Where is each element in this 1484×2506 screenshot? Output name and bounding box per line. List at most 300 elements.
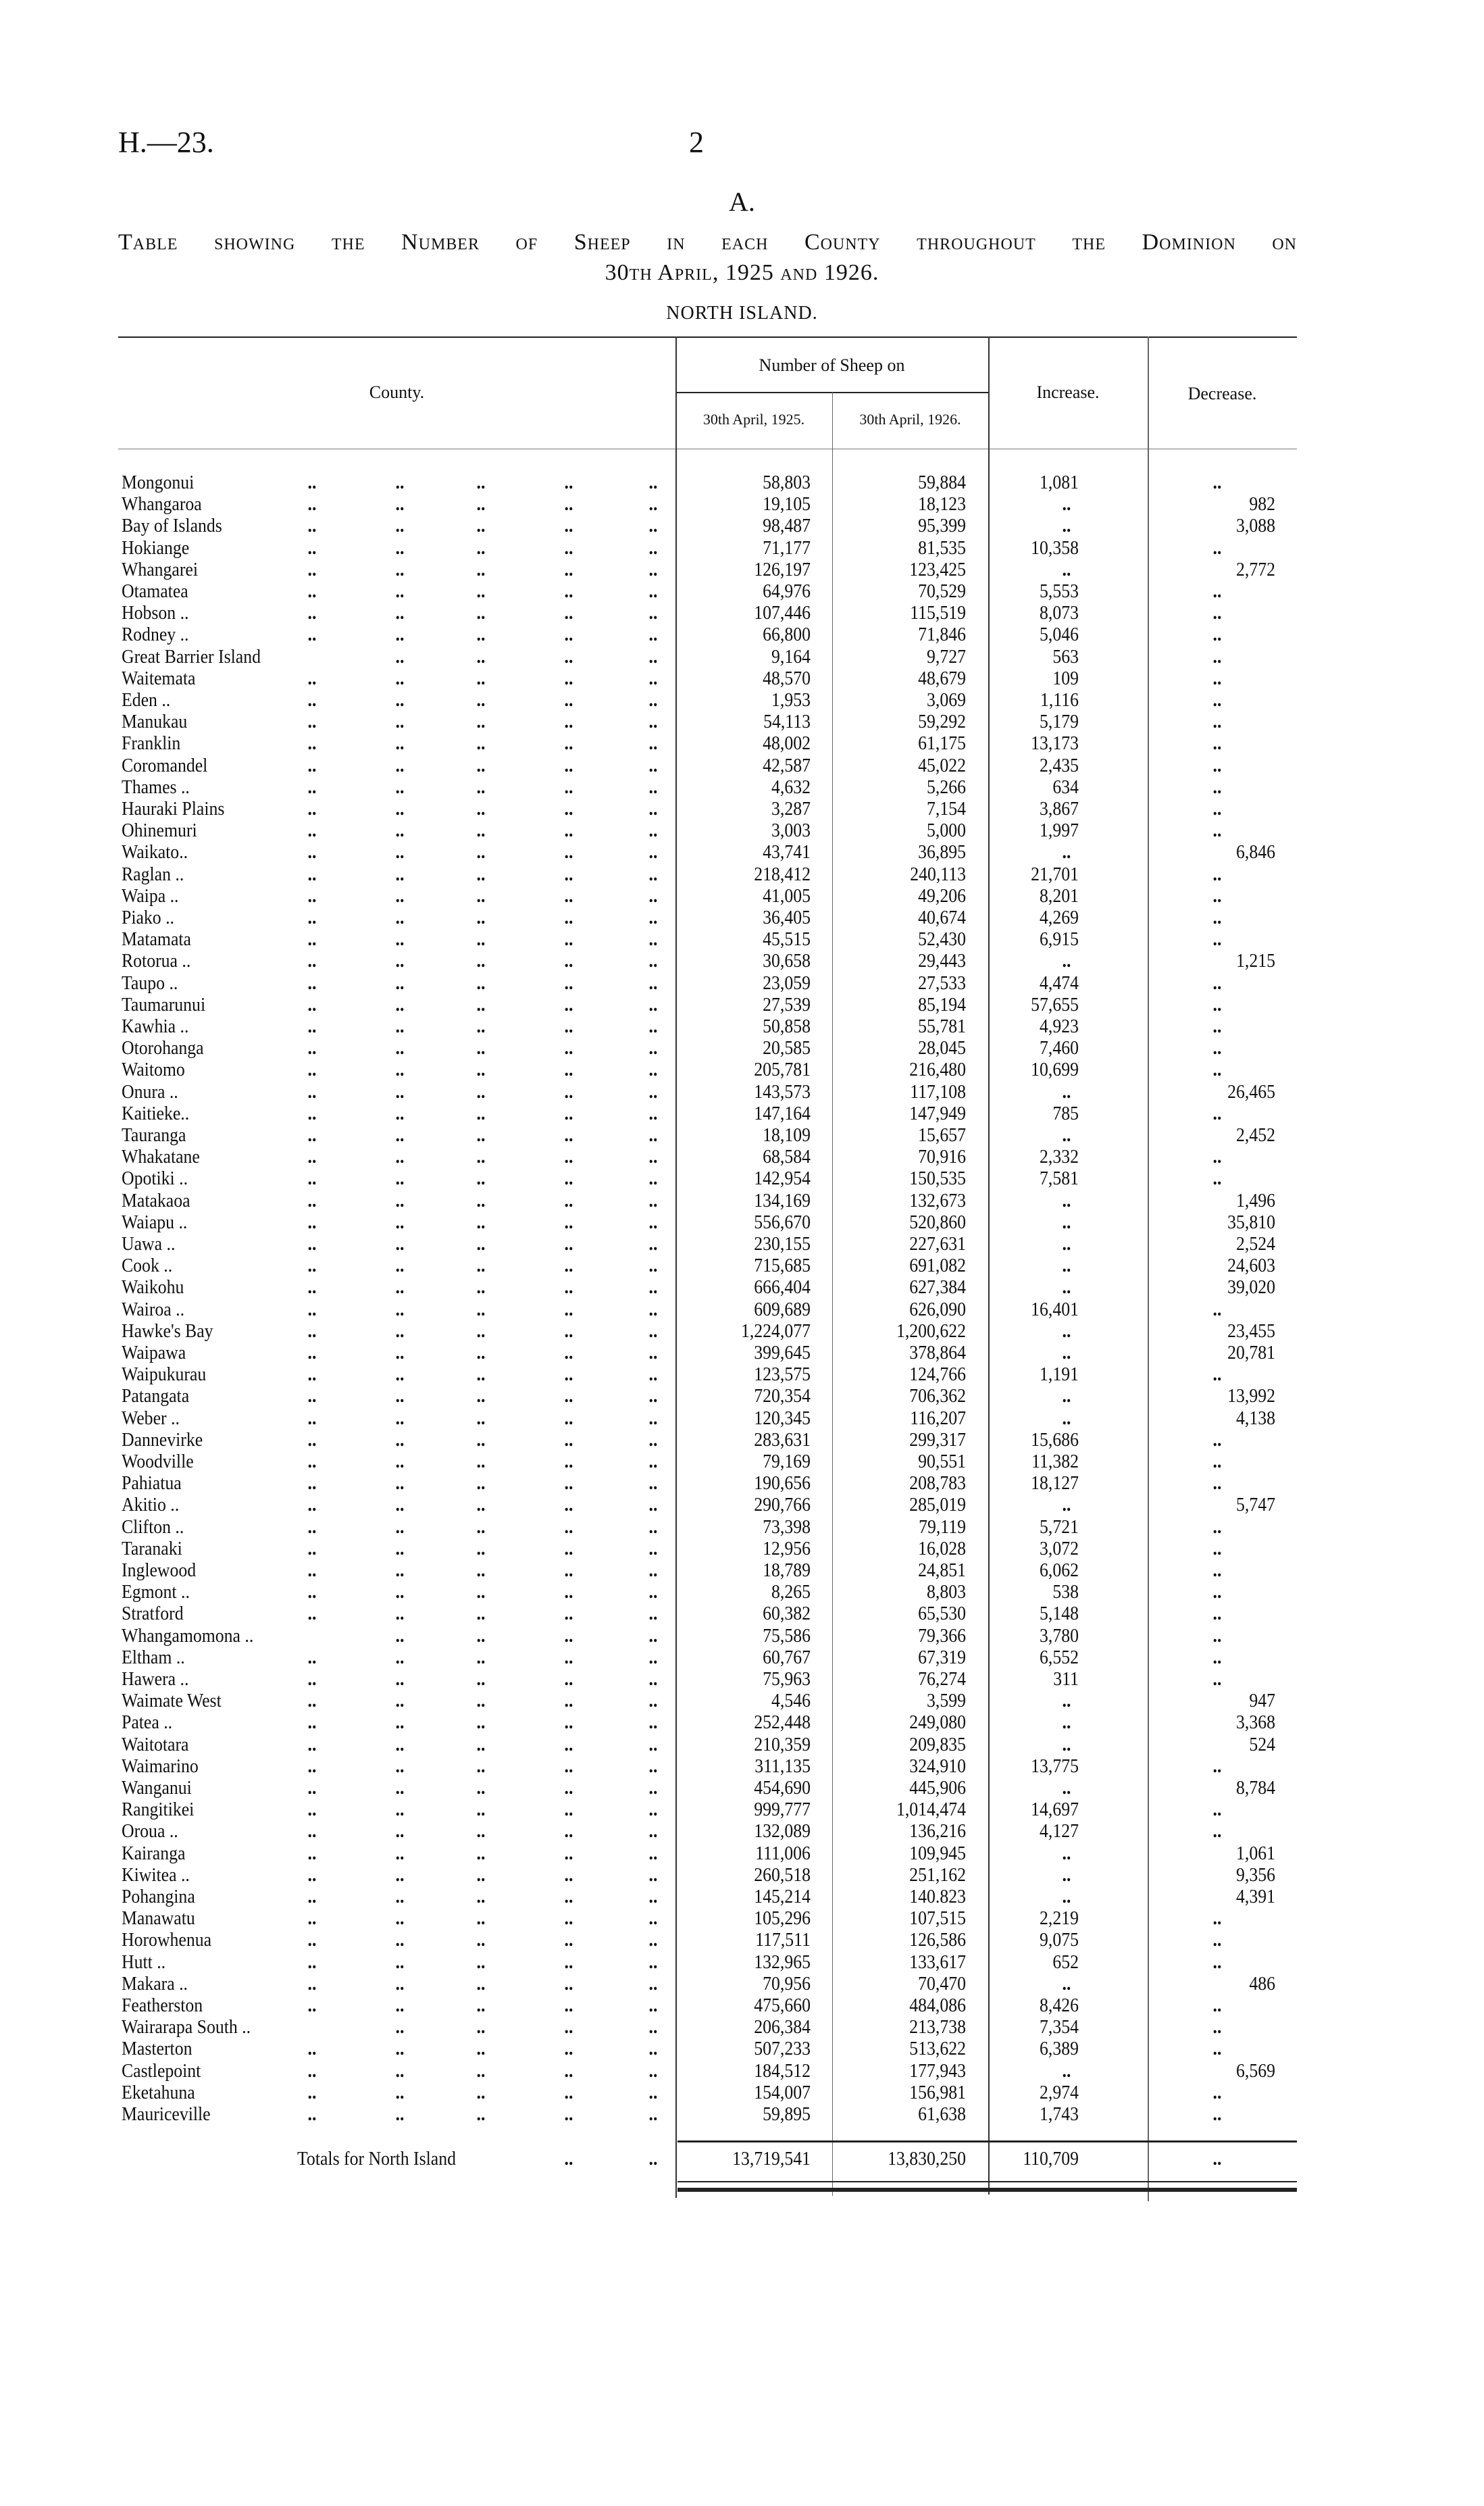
value-1925: 59,895 [763, 2104, 811, 2125]
leader-dots: .. [564, 1038, 573, 1059]
leader-dots: .. [648, 951, 658, 972]
leader-dots: .. [476, 646, 486, 668]
leader-dots: .. [564, 1755, 573, 1777]
leader-dots: .. [476, 581, 486, 602]
decrease: .. [1212, 1755, 1222, 1777]
section-label: A. [729, 186, 755, 217]
table-row [0, 2061, 1484, 2082]
leader-dots: .. [564, 1516, 573, 1538]
leader-dots: .. [395, 1995, 405, 2016]
leader-dots: .. [648, 1429, 658, 1451]
table-row [0, 1517, 1484, 1538]
value-1926: 49,206 [918, 885, 966, 907]
county-name: Hawera .. [122, 1669, 189, 1690]
leader-dots: .. [648, 1843, 658, 1864]
county-name: Hokiange [122, 537, 190, 559]
table-row [0, 2038, 1484, 2060]
leader-dots: .. [564, 885, 573, 907]
county-name: Waitemata [122, 668, 196, 689]
increase: .. [1062, 1277, 1071, 1299]
leader-dots: .. [476, 1864, 486, 1886]
value-1926: 18,123 [918, 494, 966, 516]
table-row [0, 1255, 1484, 1277]
value-1925: 260,518 [754, 1864, 811, 1886]
county-name: Masterton [122, 2038, 193, 2060]
leader-dots: .. [395, 1059, 405, 1081]
value-1925: 126,197 [754, 559, 811, 580]
decrease: 5,747 [1236, 1495, 1275, 1516]
value-1926: 691,082 [909, 1255, 966, 1277]
leader-dots: .. [648, 1669, 658, 1690]
table-title-line1: Table showing the Number of Sheep in each County throughout the Dominion on [118, 230, 1297, 255]
leader-dots: .. [476, 1669, 486, 1690]
leader-dots: .. [395, 755, 405, 776]
decrease: .. [1212, 1538, 1222, 1559]
leader-dots: .. [476, 1495, 486, 1516]
county-name: Wanganui [122, 1778, 192, 1799]
leader-dots: .. [476, 1690, 486, 1712]
leader-dots: .. [395, 494, 405, 516]
value-1925: 54,113 [763, 711, 811, 733]
value-1926: 213,738 [909, 2017, 966, 2038]
leader-dots: .. [648, 494, 658, 516]
leader-dots: .. [476, 755, 486, 776]
leader-dots: .. [648, 1125, 658, 1146]
leader-dots: .. [476, 820, 486, 842]
leader-dots: .. [395, 1495, 405, 1516]
value-1926: 378,864 [909, 1343, 966, 1363]
leader-dots: .. [476, 929, 486, 951]
increase: 57,655 [1031, 994, 1079, 1016]
leader-dots: .. [564, 1386, 573, 1407]
total-increase: 110,709 [1023, 2149, 1079, 2170]
county-name: Pohangina [122, 1886, 195, 1907]
header-1925: 30th April, 1925. [702, 411, 805, 428]
county-name: Waipa .. [122, 885, 179, 907]
table-row [0, 1038, 1484, 1059]
leader-dots: .. [395, 472, 405, 493]
leader-dots: .. [648, 603, 658, 624]
county-name: Manawatu [122, 1908, 195, 1930]
leader-dots: .. [648, 1560, 658, 1581]
table-row [0, 2082, 1484, 2104]
value-1926: 65,530 [918, 1603, 966, 1625]
increase: .. [1062, 1211, 1071, 1233]
increase: 3,780 [1040, 1625, 1079, 1647]
leader-dots: .. [307, 1364, 317, 1386]
leader-dots: .. [307, 1168, 317, 1190]
decrease: .. [1212, 1147, 1222, 1168]
leader-dots: .. [476, 516, 486, 537]
county-name: Waipawa [122, 1343, 186, 1363]
leader-dots: .. [564, 776, 573, 798]
value-1926: 52,430 [918, 929, 966, 951]
leader-dots: .. [564, 1560, 573, 1581]
leader-dots: .. [476, 1038, 486, 1059]
table-row [0, 2017, 1484, 2038]
increase: .. [1062, 842, 1071, 863]
leader-dots: .. [564, 1081, 573, 1103]
decrease: .. [1212, 1560, 1222, 1581]
table-row [0, 494, 1484, 516]
value-1926: 70,470 [918, 1973, 966, 1995]
increase: .. [1062, 494, 1071, 516]
county-name: Waitomo [122, 1059, 185, 1081]
leader-dots: .. [564, 1190, 573, 1211]
county-name: Great Barrier Island [122, 646, 261, 668]
leader-dots: .. [476, 1473, 486, 1495]
increase: 21,701 [1031, 863, 1079, 885]
decrease: .. [1212, 624, 1222, 646]
county-name: Inglewood [122, 1560, 197, 1581]
table-row [0, 603, 1484, 624]
county-name: Horowhenua [122, 1930, 212, 1951]
value-1925: 507,233 [754, 2038, 811, 2060]
leader-dots: .. [564, 972, 573, 994]
leader-dots: .. [476, 1799, 486, 1821]
leader-dots: .. [395, 559, 405, 580]
value-1926: 85,194 [918, 994, 966, 1016]
leader-dots: .. [395, 1669, 405, 1690]
leader-dots: .. [307, 1886, 317, 1907]
leader-dots: .. [395, 994, 405, 1016]
value-1925: 9,164 [771, 646, 811, 668]
decrease: 24,603 [1227, 1255, 1275, 1277]
leader-dots: .. [476, 1778, 486, 1799]
value-1925: 75,586 [763, 1625, 811, 1647]
increase: .. [1062, 1125, 1071, 1146]
leader-dots: .. [564, 711, 573, 733]
value-1925: 12,956 [763, 1538, 811, 1559]
leader-dots: .. [307, 1843, 317, 1864]
value-1925: 190,656 [754, 1473, 811, 1495]
increase: 4,923 [1040, 1016, 1079, 1037]
table-row [0, 1430, 1484, 1451]
leader-dots: .. [395, 711, 405, 733]
leader-dots: .. [564, 2082, 573, 2103]
value-1926: 5,266 [927, 776, 966, 798]
table-row [0, 1321, 1484, 1343]
county-name: Manukau [122, 711, 188, 733]
county-name: Rodney .. [122, 624, 189, 646]
leader-dots: .. [395, 776, 405, 798]
county-name: Waikohu [122, 1277, 184, 1299]
increase: 2,435 [1040, 755, 1079, 776]
leader-dots: .. [648, 1625, 658, 1647]
leader-dots: .. [564, 624, 573, 646]
decrease: .. [1212, 1951, 1222, 1973]
increase: 8,073 [1040, 603, 1079, 624]
value-1925: 556,670 [754, 1211, 811, 1233]
leader-dots: .. [648, 1908, 658, 1930]
leader-dots: .. [395, 1799, 405, 1821]
value-1925: 70,956 [763, 1973, 811, 1995]
leader-dots: .. [476, 1320, 486, 1342]
decrease: .. [1212, 863, 1222, 885]
leader-dots: .. [395, 1843, 405, 1864]
leader-dots: .. [564, 1299, 573, 1320]
table-row [0, 1451, 1484, 1473]
leader-dots: .. [648, 1059, 658, 1081]
leader-dots: .. [564, 994, 573, 1016]
table-row [0, 690, 1484, 711]
decrease: .. [1212, 1516, 1222, 1538]
decrease: 2,772 [1236, 559, 1275, 580]
leader-dots: .. [648, 1277, 658, 1299]
county-name: Bay of Islands [122, 516, 222, 537]
value-1926: 324,910 [909, 1755, 966, 1777]
value-1925: 4,632 [771, 776, 811, 798]
decrease: .. [1212, 1168, 1222, 1190]
leader-dots: .. [395, 1951, 405, 1973]
leader-dots: .. [307, 842, 317, 863]
leader-dots: .. [476, 2104, 486, 2125]
value-1925: 720,354 [754, 1386, 811, 1407]
leader-dots: .. [648, 1734, 658, 1755]
leader-dots: .. [307, 1755, 317, 1777]
leader-dots: .. [307, 972, 317, 994]
leader-dots: .. [648, 994, 658, 1016]
leader-dots: .. [648, 1582, 658, 1603]
value-1925: 609,689 [754, 1299, 811, 1320]
increase: .. [1062, 1712, 1071, 1734]
county-name: Ohinemuri [122, 820, 197, 842]
leader-dots: .. [476, 1995, 486, 2016]
leader-dots: .. [648, 1712, 658, 1734]
value-1926: 1,200,622 [896, 1320, 966, 1342]
increase: 13,173 [1031, 733, 1079, 755]
value-1926: 29,443 [918, 951, 966, 972]
leader-dots: .. [564, 1407, 573, 1429]
increase: .. [1062, 1690, 1071, 1712]
leader-dots: .. [648, 2104, 658, 2125]
increase: .. [1062, 1081, 1071, 1103]
increase: .. [1062, 559, 1071, 580]
value-1925: 60,382 [763, 1603, 811, 1625]
leader-dots: .. [476, 1299, 486, 1320]
leader-dots: .. [307, 1451, 317, 1472]
leader-dots: .. [564, 646, 573, 668]
leader-dots: .. [307, 776, 317, 798]
leader-dots: .. [395, 1364, 405, 1386]
value-1926: 140.823 [909, 1886, 966, 1907]
decrease: .. [1212, 1451, 1222, 1472]
value-1925: 45,515 [763, 929, 811, 951]
table-top-rule [118, 336, 1297, 338]
leader-dots: .. [564, 1625, 573, 1647]
leader-dots: .. [395, 1538, 405, 1559]
leader-dots: .. [395, 1625, 405, 1647]
decrease: .. [1212, 1647, 1222, 1668]
value-1925: 210,359 [754, 1734, 811, 1755]
table-row [0, 1799, 1484, 1821]
increase: 1,997 [1040, 820, 1079, 842]
leader-dots: .. [307, 755, 317, 776]
value-1925: 475,660 [754, 1995, 811, 2016]
leader-dots: .. [307, 1821, 317, 1843]
leader-dots: .. [476, 1234, 486, 1255]
header-number-of-sheep: Number of Sheep on [759, 355, 905, 375]
county-name: Wairoa .. [122, 1299, 185, 1320]
table-row [0, 907, 1484, 929]
header-decrease: Decrease. [1187, 384, 1257, 403]
leader-dots: .. [307, 1103, 317, 1124]
leader-dots: .. [476, 1755, 486, 1777]
value-1926: 177,943 [909, 2060, 966, 2082]
leader-dots: .. [395, 1908, 405, 1930]
table-row [0, 1538, 1484, 1560]
county-name: Hobson .. [122, 603, 189, 624]
value-1926: 61,175 [918, 733, 966, 755]
leader-dots: .. [648, 1320, 658, 1342]
leader-dots: .. [395, 1386, 405, 1407]
leader-dots: .. [564, 1712, 573, 1734]
header-increase: Increase. [1036, 382, 1100, 402]
value-1926: 76,274 [918, 1669, 966, 1690]
page-number: 2 [689, 126, 704, 159]
county-name: Rangitikei [122, 1799, 195, 1821]
leader-dots: .. [307, 1473, 317, 1495]
leader-dots: .. [564, 581, 573, 602]
leader-dots: .. [648, 1799, 658, 1821]
value-1925: 143,573 [754, 1081, 811, 1103]
leader-dots: .. [307, 1495, 317, 1516]
value-1926: 3,069 [927, 690, 966, 711]
leader-dots: .. [648, 2149, 658, 2170]
value-1926: 123,425 [909, 559, 966, 580]
value-1925: 290,766 [754, 1495, 811, 1516]
leader-dots: .. [648, 1190, 658, 1211]
table-row [0, 1690, 1484, 1712]
increase: 14,697 [1031, 1799, 1079, 1821]
leader-dots: .. [648, 690, 658, 711]
totals-label: Totals for North Island [297, 2149, 457, 2170]
value-1925: 454,690 [754, 1778, 811, 1799]
increase: 8,201 [1040, 885, 1079, 907]
leader-dots: .. [648, 863, 658, 885]
leader-dots: .. [564, 1429, 573, 1451]
value-1926: 70,916 [918, 1147, 966, 1168]
decrease: .. [1212, 1995, 1222, 2016]
value-1926: 513,622 [909, 2038, 966, 2060]
value-1925: 20,585 [763, 1038, 811, 1059]
decrease: .. [1212, 2017, 1222, 2038]
table-row [0, 1277, 1484, 1299]
leader-dots: .. [564, 820, 573, 842]
leader-dots: .. [648, 1407, 658, 1429]
leader-dots: .. [648, 624, 658, 646]
value-1925: 1,953 [771, 690, 811, 711]
leader-dots: .. [564, 1059, 573, 1081]
leader-dots: .. [395, 1973, 405, 1995]
decrease: 6,569 [1236, 2060, 1275, 2082]
decrease: 2,524 [1236, 1234, 1275, 1255]
value-1926: 132,673 [909, 1190, 966, 1211]
leader-dots: .. [564, 603, 573, 624]
decrease: .. [1212, 537, 1222, 559]
leader-dots: .. [476, 668, 486, 689]
county-name: Waikato.. [122, 842, 188, 863]
leader-dots: .. [395, 1190, 405, 1211]
value-1926: 156,981 [909, 2082, 966, 2103]
leader-dots: .. [307, 1799, 317, 1821]
decrease: 4,138 [1236, 1407, 1275, 1429]
value-1925: 41,005 [763, 885, 811, 907]
leader-dots: .. [395, 1038, 405, 1059]
county-name: Whakatane [122, 1147, 200, 1168]
county-name: Clifton .. [122, 1516, 184, 1538]
decrease: .. [1212, 603, 1222, 624]
value-1926: 95,399 [918, 516, 966, 537]
increase: 3,072 [1040, 1538, 1079, 1559]
table-row [0, 581, 1484, 603]
leader-dots: .. [648, 1386, 658, 1407]
decrease: 1,215 [1236, 951, 1275, 972]
leader-dots: .. [648, 646, 658, 668]
decrease: .. [1212, 668, 1222, 689]
decrease: .. [1212, 733, 1222, 755]
table-row [0, 624, 1484, 646]
increase: .. [1062, 1778, 1071, 1799]
increase: 5,721 [1040, 1516, 1079, 1538]
value-1926: 59,884 [918, 472, 966, 493]
leader-dots: .. [564, 2149, 573, 2170]
leader-dots: .. [648, 799, 658, 820]
total-decrease: .. [1212, 2149, 1222, 2170]
increase: .. [1062, 1864, 1071, 1886]
decrease: 23,455 [1227, 1320, 1275, 1342]
leader-dots: .. [395, 624, 405, 646]
decrease: .. [1212, 929, 1222, 951]
table-row [0, 1778, 1484, 1799]
table-row [0, 1908, 1484, 1930]
value-1925: 999,777 [754, 1799, 811, 1821]
value-1925: 105,296 [754, 1908, 811, 1930]
leader-dots: .. [395, 929, 405, 951]
leader-dots: .. [564, 1168, 573, 1190]
increase: .. [1062, 2060, 1071, 2082]
leader-dots: .. [307, 1299, 317, 1320]
leader-dots: .. [307, 1995, 317, 2016]
decrease: .. [1212, 2038, 1222, 2060]
leader-dots: .. [307, 1211, 317, 1233]
leader-dots: .. [476, 1125, 486, 1146]
leader-dots: .. [307, 1320, 317, 1342]
leader-dots: .. [476, 1603, 486, 1625]
value-1926: 107,515 [909, 1908, 966, 1930]
value-1926: 79,366 [918, 1625, 966, 1647]
value-1926: 115,519 [910, 603, 966, 624]
value-1925: 79,169 [763, 1451, 811, 1472]
decrease: .. [1212, 907, 1222, 928]
leader-dots: .. [564, 1103, 573, 1124]
leader-dots: .. [307, 2104, 317, 2125]
table-row [0, 1212, 1484, 1234]
table-row [0, 647, 1484, 668]
county-name: Patangata [122, 1386, 190, 1407]
increase: 1,743 [1040, 2104, 1079, 2125]
leader-dots: .. [564, 1538, 573, 1559]
leader-dots: .. [564, 2038, 573, 2060]
leader-dots: .. [564, 1255, 573, 1277]
leader-dots: .. [564, 472, 573, 493]
leader-dots: .. [307, 1908, 317, 1930]
decrease: .. [1212, 994, 1222, 1016]
leader-dots: .. [307, 711, 317, 733]
value-1925: 23,059 [763, 972, 811, 994]
leader-dots: .. [476, 1625, 486, 1647]
leader-dots: .. [648, 516, 658, 537]
